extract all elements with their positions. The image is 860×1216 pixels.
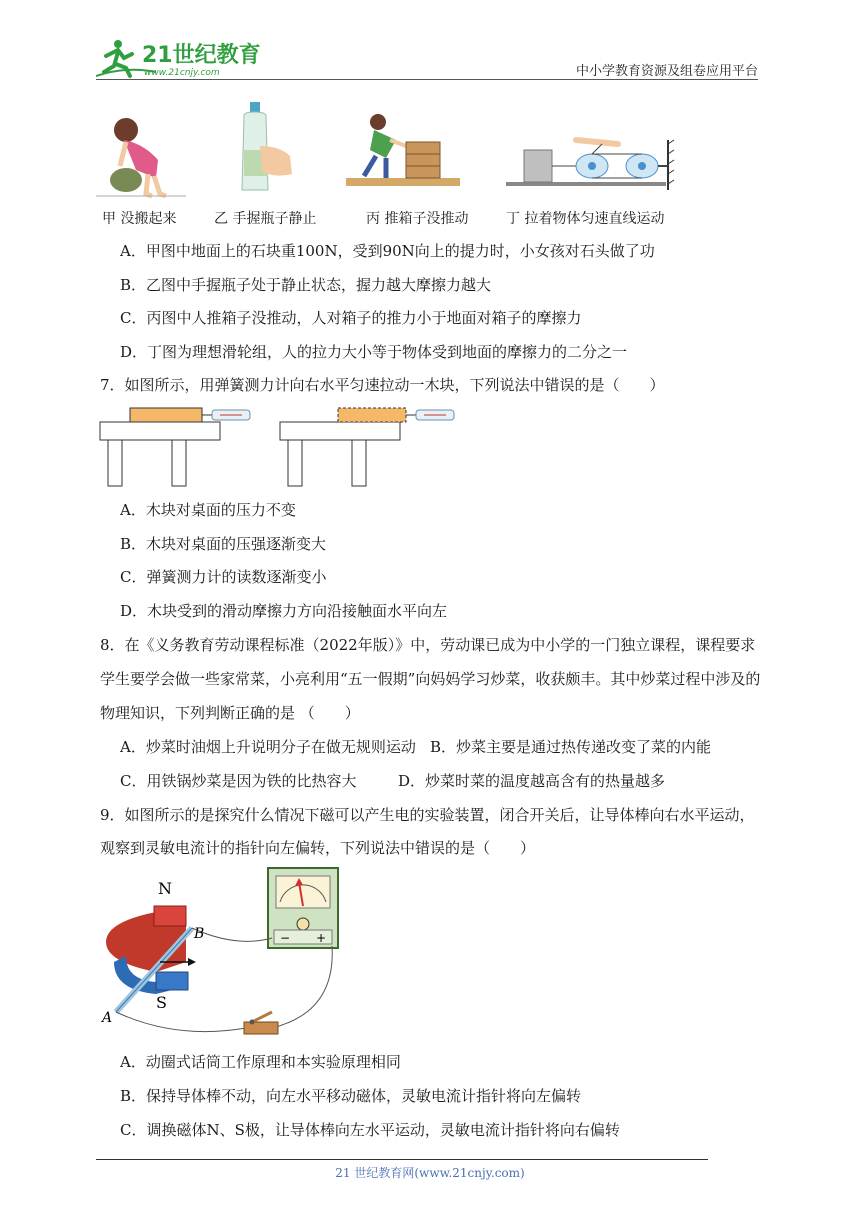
footer-divider	[96, 1159, 708, 1160]
svg-text:+: +	[316, 931, 327, 945]
q7-option-b: B．木块对桌面的压强逐渐变大	[120, 535, 327, 553]
q6-option-d: D．丁图为理想滑轮组，人的拉力大小等于物体受到地面的摩擦力的二分之一	[120, 343, 628, 361]
q8-stem-line-2: 学生要学会做一些家常菜，小亮利用“五一假期”向妈妈学习炒菜，收获颇丰。其中炒菜过程中涉及的	[100, 670, 761, 688]
fig-caption-ding: 丁 拉着物体匀速直线运动	[506, 211, 665, 227]
q6-figures	[96, 100, 686, 230]
fig-caption-yi: 乙 手握瓶子静止	[214, 211, 317, 227]
q8-stem-line-1: 8．在《义务教育劳动课程标准（2022年版）》中，劳动课已成为中小学的一门独立课程，课程要求	[100, 636, 756, 654]
page-header	[96, 36, 758, 80]
q9-option-c: C．调换磁体N、S极，让导体棒向左水平运动，灵敏电流计指针将向右偏转	[120, 1121, 620, 1139]
page-footer: 21 世纪教育网(www.21cnjy.com)	[335, 1166, 525, 1180]
q8-option-b: B．炒菜主要是通过热传递改变了菜的内能	[430, 738, 712, 756]
q7-option-a: A．木块对桌面的压力不变	[120, 501, 296, 519]
q9-stem-line-2: 观察到灵敏电流计的指针向左偏转，下列说法中错误的是（ ）	[100, 839, 536, 857]
fig-caption-jia: 甲 没搬起来	[102, 211, 177, 227]
q9-figure	[96, 862, 356, 1046]
q9-option-a: A．动圈式话筒工作原理和本实验原理相同	[120, 1053, 401, 1071]
q8-option-a: A．炒菜时油烟上升说明分子在做无规则运动	[120, 738, 416, 756]
q7-stem: 7．如图所示，用弹簧测力计向右水平匀速拉动一木块，下列说法中错误的是（ ）	[100, 376, 665, 394]
site-logo	[96, 36, 266, 80]
q8-option-c: C．用铁锅炒菜是因为铁的比热容大	[120, 772, 357, 790]
header-divider	[96, 79, 758, 80]
svg-text:21世纪教育: 21世纪教育	[142, 43, 261, 68]
fig-jia	[96, 100, 186, 227]
q8-stem-line-3: 物理知识，下列判断正确的是 （ ）	[100, 704, 360, 722]
q8-option-d: D．炒菜时菜的温度越高含有的热量越多	[398, 772, 666, 790]
q7-option-d: D．木块受到的滑动摩擦力方向沿接触面水平向左	[120, 602, 448, 620]
fig-ding	[506, 100, 676, 227]
q7-figure	[96, 404, 516, 490]
svg-text:N: N	[158, 879, 172, 898]
q6-option-a: A．甲图中地面上的石块重100N，受到90N向上的提力时，小女孩对石头做了功	[120, 242, 655, 260]
fig-yi	[214, 100, 317, 227]
svg-text:−: −	[280, 931, 291, 945]
fig-bing	[346, 100, 469, 227]
q7-option-c: C．弹簧测力计的读数逐渐变小	[120, 568, 327, 586]
fig-caption-bing: 丙 推箱子没推动	[366, 211, 469, 227]
q9-option-b: B．保持导体棒不动，向左水平移动磁体，灵敏电流计指针将向左偏转	[120, 1087, 582, 1105]
svg-text:S: S	[156, 993, 167, 1012]
q9-stem-line-1: 9．如图所示的是探究什么情况下磁可以产生电的实验装置，闭合开关后，让导体棒向右水平运动，	[100, 806, 755, 824]
svg-text:www.21cnjy.com: www.21cnjy.com	[144, 68, 220, 78]
svg-text:B: B	[194, 926, 205, 942]
platform-name: 中小学教育资源及组卷应用平台	[575, 64, 758, 79]
svg-text:A: A	[102, 1010, 113, 1026]
q6-option-b: B．乙图中手握瓶子处于静止状态，握力越大摩擦力越大	[120, 276, 492, 294]
q6-option-c: C．丙图中人推箱子没推动，人对箱子的推力小于地面对箱子的摩擦力	[120, 309, 582, 327]
